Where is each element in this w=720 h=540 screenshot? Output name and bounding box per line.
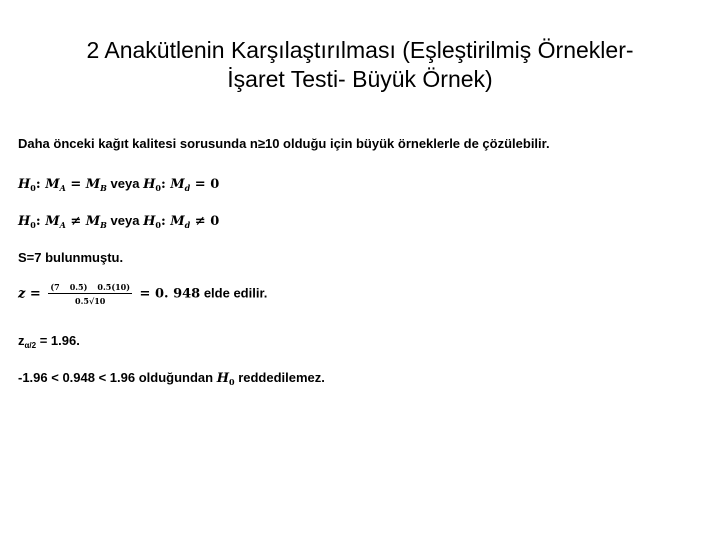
median-d-symbol: M xyxy=(170,177,185,192)
h0-subscript-2: 0 xyxy=(155,183,161,193)
median-d-subscript: d xyxy=(184,183,191,193)
critical-value xyxy=(18,333,80,350)
median-b-symbol: M xyxy=(85,177,101,192)
z-result: = 0. 948 xyxy=(135,286,201,302)
h0-symbol: H xyxy=(18,177,31,192)
intro-text: Daha önceki kağıt kalitesi sorusunda n≥10 olduğu için büyük örneklerle de çözülebilir. xyxy=(18,136,550,151)
h0-symbol-2: H xyxy=(143,177,156,192)
median-a-subscript: A xyxy=(59,220,66,230)
z-equals: = xyxy=(25,286,46,302)
median-a-symbol: M xyxy=(45,214,60,229)
veya-text: veya xyxy=(106,176,144,191)
equals-sign: = xyxy=(65,177,86,192)
h1-colon-2: : xyxy=(160,214,171,229)
null-hypothesis xyxy=(18,176,219,193)
z-fraction xyxy=(48,282,132,306)
conclusion xyxy=(18,370,325,387)
h0-colon-2: : xyxy=(160,177,171,192)
numerator-part-a: (7 xyxy=(50,282,60,292)
zero-value: 0 xyxy=(210,214,220,229)
median-d-symbol: M xyxy=(170,214,185,229)
median-b-symbol: M xyxy=(85,214,101,229)
z-fraction-numerator xyxy=(48,282,132,294)
median-b-subscript: B xyxy=(100,183,107,193)
conclusion-h0-symbol: H xyxy=(216,371,229,386)
z-formula xyxy=(18,282,267,306)
conclusion-h0-subscript: 0 xyxy=(229,377,235,387)
numerator-part-c: 0.5(10) xyxy=(97,282,131,292)
h0-colon: : xyxy=(35,177,46,192)
z-critical-text: = 1.96. xyxy=(36,333,80,348)
s-statistic-text: S=7 bulunmuştu. xyxy=(18,250,124,265)
z-symbol: z xyxy=(18,286,26,302)
not-equals-sign: ≠ xyxy=(65,214,86,229)
h1-symbol: H xyxy=(18,214,31,229)
numerator-part-b: 0.5) xyxy=(69,282,88,292)
median-d-subscript: d xyxy=(184,220,191,230)
conclusion-prefix: -1.96 < 0.948 < 1.96 olduğundan xyxy=(18,370,217,385)
h1-subscript: 0 xyxy=(30,220,36,230)
z-critical-symbol: z xyxy=(18,333,25,348)
median-a-symbol: M xyxy=(45,177,60,192)
slide-title-line-1: 2 Anakütlenin Karşılaştırılması (Eşleştirilmiş Örnekler- xyxy=(86,37,634,63)
veya-text: veya xyxy=(106,213,144,228)
zero-value: 0 xyxy=(210,177,220,192)
slide-title xyxy=(20,36,700,94)
h1-colon: : xyxy=(35,214,46,229)
conclusion-suffix: reddedilemez. xyxy=(234,370,325,385)
h0-subscript: 0 xyxy=(30,183,36,193)
alternative-hypothesis xyxy=(18,213,219,230)
median-b-subscript: B xyxy=(100,220,107,230)
slide-title-line-2: İşaret Testi- Büyük Örnek) xyxy=(227,66,493,92)
equals-sign-2: = xyxy=(190,177,211,192)
h1-symbol-2: H xyxy=(143,214,156,229)
h1-subscript-2: 0 xyxy=(155,220,161,230)
z-critical-subscript: α/2 xyxy=(24,341,37,350)
median-a-subscript: A xyxy=(59,183,66,193)
z-fraction-denominator: 0.5√10 xyxy=(75,296,106,306)
z-result-suffix: elde edilir. xyxy=(200,285,268,301)
not-equals-sign-2: ≠ xyxy=(190,214,211,229)
